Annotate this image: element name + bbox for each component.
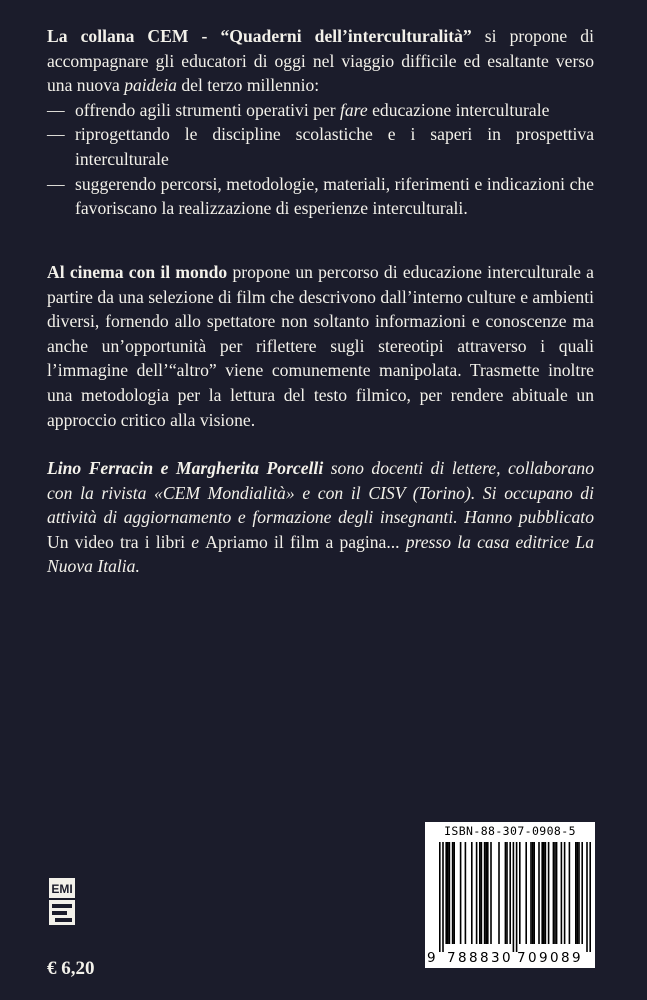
- barcode-bar: [442, 842, 444, 952]
- price-label: € 6,20: [47, 958, 95, 979]
- barcode-bars: [439, 842, 591, 952]
- svg-text:EMI: EMI: [51, 882, 73, 896]
- barcode-bar: [575, 842, 577, 944]
- barcode-bar: [581, 842, 583, 944]
- synopsis-text: propone un percorso di educazione interculturale a partire da una selezione di film che descrivono dall’interno culture e ambienti diversi, fornendo allo spettatore non soltanto informazioni e conoscenze ma anche un’opportunità per riflettere sugli stereotipi attraverso i quali l’immagine dell’“altro” viene comunemente manipolata. Trasmette inoltre una metodologia per la lettura del testo filmico, per rendere abituale un approccio critico alla visione.: [47, 262, 594, 430]
- barcode-bar: [487, 842, 489, 944]
- barcode-bar: [498, 842, 500, 944]
- barcode-bar: [541, 842, 543, 944]
- barcode-bar: [439, 842, 441, 952]
- barcode-bar: [490, 842, 492, 944]
- book-synopsis: [47, 260, 594, 432]
- series-bullet-list: [47, 98, 594, 221]
- barcode-bar: [586, 842, 588, 952]
- book-title-1: Un video tra i libri: [47, 531, 186, 552]
- barcode-bar: [509, 842, 511, 944]
- paideia-word: paideia: [124, 75, 177, 96]
- ean-right-group: 709089: [517, 950, 583, 966]
- barcode-bar: [506, 842, 508, 944]
- ean-left-group: 788830: [447, 950, 513, 966]
- series-text-2: del terzo millennio:: [176, 75, 320, 96]
- barcode-bar: [532, 842, 534, 944]
- barcode-bar: [589, 842, 591, 952]
- barcode-bar: [533, 842, 535, 944]
- barcode-bar: [453, 842, 455, 944]
- barcode-bar: [553, 842, 555, 944]
- barcode-bar: [513, 842, 515, 952]
- barcode-bar: [569, 842, 571, 944]
- book-title: Al cinema con il mondo: [47, 262, 228, 282]
- publisher-logo: [47, 877, 77, 929]
- barcode-bar: [485, 842, 487, 944]
- barcode-bar: [577, 842, 579, 944]
- barcode-bar: [548, 842, 550, 944]
- barcode-bar: [530, 842, 532, 944]
- ean-first-digit: 9: [427, 950, 436, 966]
- author-names: Lino Ferracin e Margherita Porcelli: [47, 458, 324, 478]
- barcode-bar: [538, 842, 540, 944]
- barcode-bar: [505, 842, 507, 944]
- bullet-item: — riprogettando le discipline scolastiche e i saperi in prospettiva interculturale: [47, 124, 594, 169]
- bullet-item: — offrendo agili strumenti operativi per fare educazione interculturale: [47, 99, 550, 120]
- barcode-bar: [471, 842, 473, 944]
- barcode-bar: [525, 842, 527, 944]
- barcode-bar: [564, 842, 566, 944]
- barcode-bar: [545, 842, 547, 944]
- authors-bio: Lino Ferracin e Margherita Porcelli sono docenti di lettere, collaborano con la rivista «CEM Mondialità» e con il CISV (Torino). Si occupano di attività di aggiornamento e formazione degli insegnanti. Hanno pubblicato Un video tra i libri e Apriamo il film a pagina... presso la casa editrice La Nuova Italia.: [47, 458, 594, 577]
- barcode-bar: [556, 842, 558, 944]
- book-title-2: Apriamo il film a pagina...: [205, 531, 400, 552]
- barcode-bar: [479, 842, 481, 944]
- barcode-bar: [452, 842, 454, 944]
- series-text-1: si propone di accompagnare gli educatori di oggi nel viaggio difficile ed esaltante verso una nuova: [47, 26, 594, 96]
- barcode-bar: [516, 842, 518, 952]
- series-description: [47, 24, 594, 221]
- isbn-number: ISBN-88-307-0908-5: [444, 824, 576, 838]
- barcode-bar: [578, 842, 580, 944]
- barcode-bar: [561, 842, 563, 944]
- barcode-bar: [481, 842, 483, 944]
- bullet-item: — suggerendo percorsi, metodologie, materiali, riferimenti e indicazioni che favoriscano la realizzazione di esperienze interculturali.: [47, 173, 594, 219]
- barcode-bar: [519, 842, 521, 944]
- series-name: La collana CEM - “Quaderni dell’interculturalità”: [47, 26, 472, 46]
- barcode-bar: [445, 842, 447, 944]
- barcode-bar: [447, 842, 449, 944]
- barcode-bar: [460, 842, 462, 944]
- barcode-bar: [449, 842, 451, 944]
- barcode-bar: [476, 842, 478, 944]
- barcode-bar: [543, 842, 545, 944]
- barcode-bar: [484, 842, 486, 944]
- barcode-bar: [554, 842, 556, 944]
- isbn-barcode: [425, 822, 595, 968]
- barcode-bar: [465, 842, 467, 944]
